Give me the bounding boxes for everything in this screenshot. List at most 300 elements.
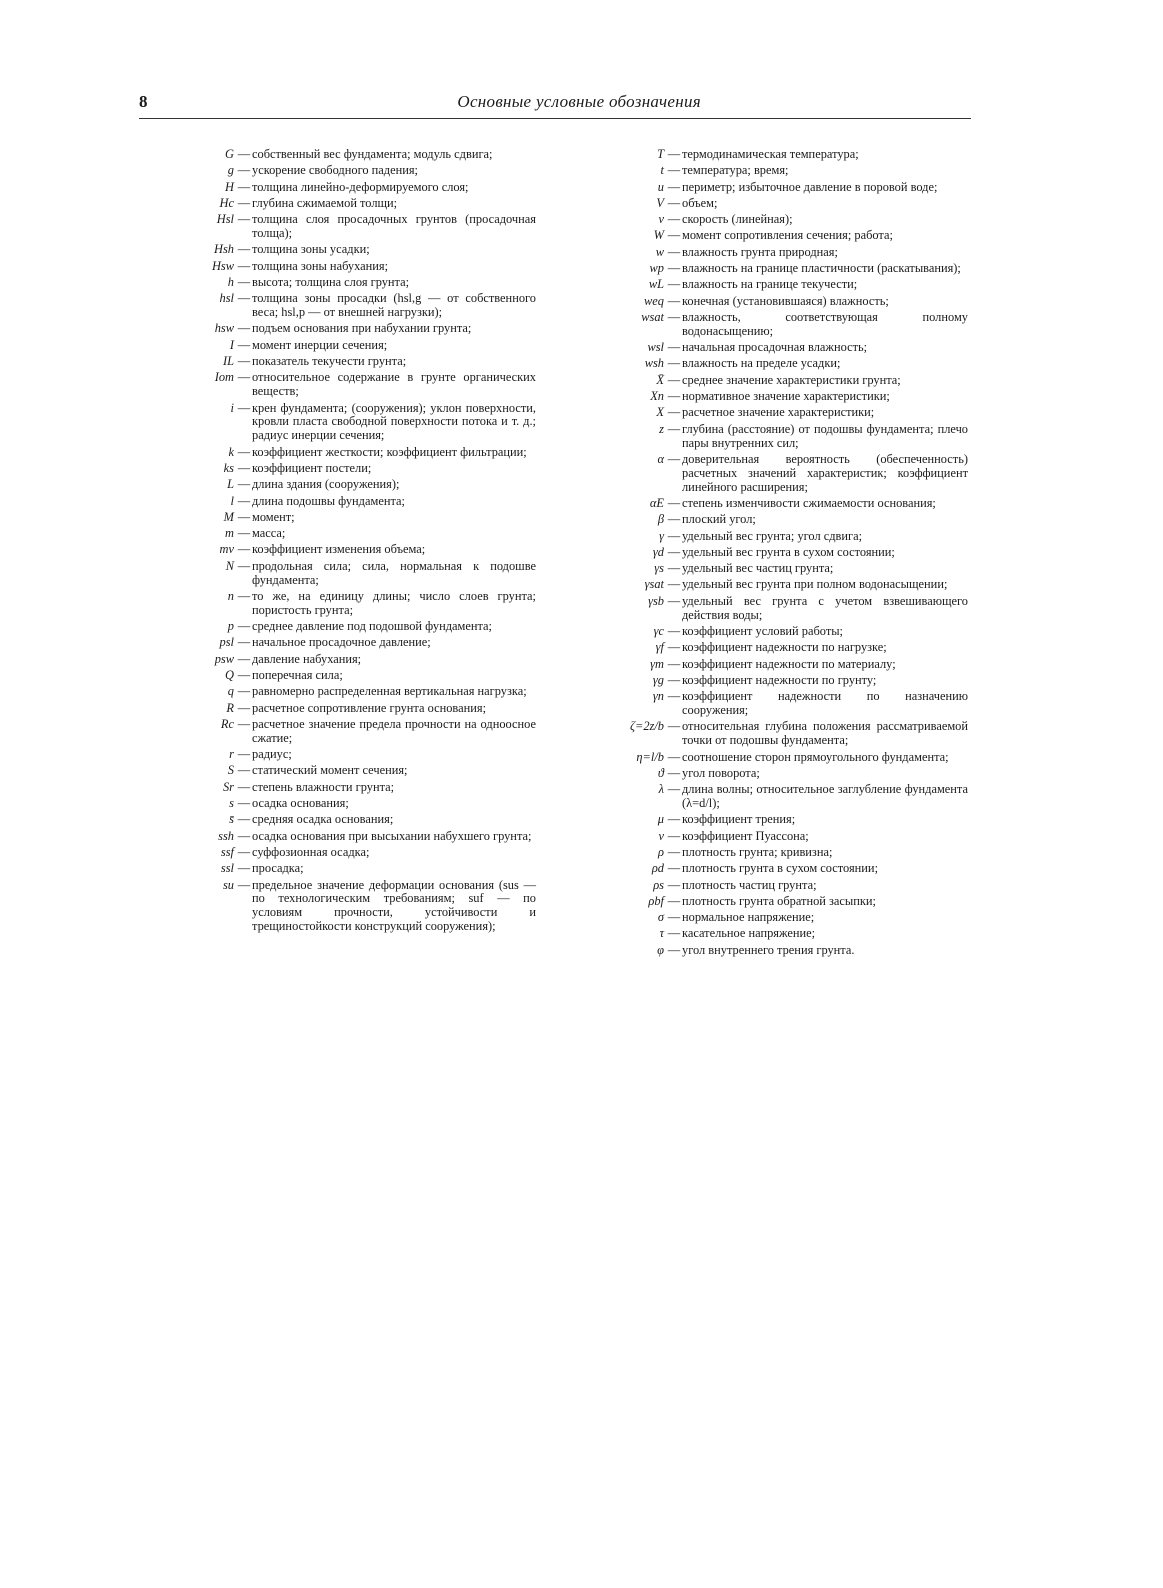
dash: — — [237, 635, 251, 650]
dash: — — [667, 782, 681, 797]
symbol: ϑ — [657, 765, 664, 780]
dash: — — [667, 593, 681, 608]
dash: — — [667, 910, 681, 925]
dash: — — [667, 195, 681, 210]
symbol: ρs — [653, 877, 664, 892]
dash: — — [237, 321, 251, 336]
symbol-entry — [580, 862, 968, 876]
symbol-entry — [580, 357, 968, 371]
definition: длина здания (сооружения); — [252, 477, 400, 492]
dash: — — [237, 700, 251, 715]
symbol-entry — [580, 341, 968, 355]
dash: — — [667, 719, 681, 734]
dash: — — [667, 577, 681, 592]
dash: — — [237, 861, 251, 876]
symbol: γc — [653, 623, 664, 638]
symbol: su — [222, 877, 234, 892]
symbol: g — [227, 163, 234, 178]
definition: коэффициент трения; — [682, 812, 796, 827]
definition: плотность грунта обратной засыпки; — [682, 893, 876, 908]
definition: касательное напряжение; — [682, 926, 816, 941]
definition: масса; — [252, 526, 286, 541]
symbol: αE — [649, 495, 664, 510]
dash: — — [667, 942, 681, 957]
symbol: s̄ — [229, 812, 234, 827]
definition: плоский угол; — [682, 512, 756, 527]
dash: — — [667, 623, 681, 638]
symbol-entry — [160, 620, 536, 634]
dash: — — [237, 258, 251, 273]
dash: — — [237, 354, 251, 369]
dash: — — [667, 261, 681, 276]
symbol-entry — [580, 674, 968, 688]
symbol: β — [657, 512, 664, 527]
definition: нормальное напряжение; — [682, 910, 815, 925]
dash: — — [237, 444, 251, 459]
symbol-entry — [580, 751, 968, 765]
symbol-entry — [160, 446, 536, 460]
dash: — — [667, 749, 681, 764]
symbol-entry — [160, 879, 536, 935]
dash: — — [667, 228, 681, 243]
definition: коэффициент надежности по грунту; — [682, 672, 877, 687]
dash: — — [237, 460, 251, 475]
symbol: Sr — [222, 779, 234, 794]
definition: коэффициент жесткости; коэффициент фильтрации; — [252, 444, 527, 459]
symbol-entry — [580, 197, 968, 211]
definition: удельный вес грунта при полном водонасыщении; — [682, 577, 948, 592]
symbol-entry — [580, 720, 968, 748]
symbol-entry — [160, 590, 536, 618]
dash: — — [237, 542, 251, 557]
symbol: T — [657, 147, 664, 161]
symbol: ssl — [220, 861, 234, 876]
symbol: V — [656, 195, 664, 210]
definition: плотность грунта в сухом состоянии; — [682, 861, 879, 876]
symbol-entry — [160, 322, 536, 336]
symbol: q — [227, 684, 234, 699]
symbol: i — [230, 400, 234, 415]
symbol: M — [223, 509, 234, 524]
dash: — — [237, 212, 251, 227]
symbol: s — [229, 796, 234, 811]
definition: собственный вес фундамента; модуль сдвига; — [252, 147, 493, 161]
definition: коэффициент надежности по материалу; — [682, 656, 896, 671]
symbol: h — [227, 274, 234, 289]
dash: — — [237, 147, 251, 161]
symbol: z — [659, 421, 664, 436]
symbol-entry — [160, 276, 536, 290]
symbol: weq — [644, 293, 664, 308]
symbol: psw — [214, 651, 234, 666]
symbol-entry — [580, 830, 968, 844]
symbol-entry — [580, 595, 968, 623]
dash: — — [667, 356, 681, 371]
symbol-entry — [580, 262, 968, 276]
symbol-entry — [580, 497, 968, 511]
symbol: hsw — [214, 321, 234, 336]
symbol: W — [653, 228, 664, 243]
symbol-entry — [580, 944, 968, 958]
dash: — — [237, 179, 251, 194]
symbol: Hsw — [211, 258, 234, 273]
definition: начальная просадочная влажность; — [682, 340, 868, 355]
dash: — — [237, 400, 251, 415]
symbol: t — [660, 163, 664, 178]
symbol-entry — [160, 813, 536, 827]
symbols-column-left — [160, 148, 536, 937]
dash: — — [667, 561, 681, 576]
symbol: u — [657, 179, 664, 194]
dash: — — [237, 493, 251, 508]
definition: высота; толщина слоя грунта; — [252, 274, 410, 289]
definition: момент инерции сечения; — [252, 337, 388, 352]
symbol-entry — [580, 406, 968, 420]
definition: показатель текучести грунта; — [252, 354, 407, 369]
symbol: X̄ — [656, 372, 664, 387]
symbol: L — [227, 477, 234, 492]
dash: — — [237, 291, 251, 306]
symbol: R — [226, 700, 234, 715]
definition: коэффициент надежности по нагрузке; — [682, 640, 887, 655]
symbol-entry — [160, 685, 536, 699]
definition: влажность на границе пластичности (раскатывания); — [682, 261, 961, 276]
symbol-entry — [160, 371, 536, 399]
symbol-entry — [160, 402, 536, 444]
symbol: ρbf — [648, 893, 664, 908]
symbol-entry — [160, 636, 536, 650]
definition: статический момент сечения; — [252, 763, 408, 778]
symbol-entry — [160, 181, 536, 195]
dash: — — [237, 195, 251, 210]
symbol: φ — [657, 942, 664, 957]
dash: — — [667, 372, 681, 387]
definition: толщина зоны просадки (hsl,g — от собственного веса; hsl,p — от внешней нагрузки); — [252, 291, 536, 320]
symbols-column-right — [580, 148, 968, 960]
definition: средняя осадка основания; — [252, 812, 394, 827]
definition: плотность грунта; кривизна; — [682, 844, 833, 859]
symbol: n — [227, 588, 234, 603]
dash: — — [667, 147, 681, 161]
symbol: wsat — [641, 309, 664, 324]
dash: — — [237, 242, 251, 257]
definition: коэффициент условий работы; — [682, 623, 843, 638]
definition: среднее давление под подошвой фундамента; — [252, 619, 492, 634]
definition: предельное значение деформации основания (sus — по технологическим требованиям; suf — по условиям прочности, устойчивости и трещиностойкости конструкций сооружения); — [252, 877, 536, 934]
symbol-entry — [160, 560, 536, 588]
symbol: γs — [654, 561, 664, 576]
symbol-entry — [160, 495, 536, 509]
symbol-entry — [160, 339, 536, 353]
symbol: H — [225, 179, 234, 194]
symbol-entry — [580, 578, 968, 592]
dash: — — [667, 421, 681, 436]
symbol-entry — [580, 311, 968, 339]
dash: — — [237, 337, 251, 352]
dash: — — [237, 651, 251, 666]
symbol-entry — [160, 830, 536, 844]
symbol: γf — [655, 640, 664, 655]
symbol-entry — [580, 374, 968, 388]
symbol-entry — [160, 197, 536, 211]
symbol-entry — [580, 246, 968, 260]
definition: влажность, соответствующая полному водонасыщению; — [682, 309, 968, 338]
symbol: wsl — [647, 340, 664, 355]
symbol: ρd — [651, 861, 664, 876]
definition: нормативное значение характеристики; — [682, 389, 890, 404]
definition: толщина слоя просадочных грунтов (просадочная толща); — [252, 212, 536, 241]
definition: суффозионная осадка; — [252, 844, 370, 859]
symbol-entry — [160, 748, 536, 762]
symbol: Q — [225, 668, 234, 683]
symbol-entry — [160, 862, 536, 876]
symbol: S — [227, 763, 234, 778]
symbol-entry — [580, 530, 968, 544]
dash: — — [667, 812, 681, 827]
symbol: λ — [658, 782, 664, 797]
symbol-entry — [580, 562, 968, 576]
definition: ускорение свободного падения; — [252, 163, 418, 178]
symbol-entry — [160, 702, 536, 716]
symbol: γn — [652, 689, 664, 704]
symbol-entry — [580, 927, 968, 941]
definition: соотношение сторон прямоугольного фундамента; — [682, 749, 949, 764]
symbol-entry — [580, 546, 968, 560]
symbol-entry — [580, 846, 968, 860]
symbol: wsh — [644, 356, 664, 371]
definition: удельный вес грунта с учетом взвешивающего действия воды; — [682, 593, 968, 622]
symbol: μ — [657, 812, 664, 827]
definition: коэффициент постели; — [252, 460, 372, 475]
definition: относительное содержание в грунте органических веществ; — [252, 370, 536, 399]
definition: момент сопротивления сечения; работа; — [682, 228, 893, 243]
definition: температура; время; — [682, 163, 789, 178]
symbol-entry — [160, 718, 536, 746]
symbol: Iom — [214, 370, 234, 385]
symbol-entry — [160, 846, 536, 860]
dash: — — [667, 309, 681, 324]
dash: — — [237, 716, 251, 731]
symbol-entry — [160, 355, 536, 369]
definition: конечная (установившаяся) влажность; — [682, 293, 889, 308]
symbol: hsl — [219, 291, 234, 306]
symbol: Hsl — [216, 212, 234, 227]
symbol: v — [658, 212, 664, 227]
dash: — — [237, 747, 251, 762]
symbol-entry — [580, 164, 968, 178]
dash: — — [667, 828, 681, 843]
symbol-entry — [160, 164, 536, 178]
symbol: Xn — [650, 389, 664, 404]
symbol-entry — [580, 625, 968, 639]
symbol-entry — [160, 462, 536, 476]
symbol: α — [657, 451, 664, 466]
symbol-entry — [160, 148, 536, 162]
symbol: Hsh — [214, 242, 234, 257]
symbol: I — [229, 337, 234, 352]
symbol-entry — [160, 669, 536, 683]
dash: — — [667, 672, 681, 687]
definition: угол внутреннего трения грунта. — [682, 942, 855, 957]
symbol-entry — [580, 423, 968, 451]
definition: степень изменчивости сжимаемости основания; — [682, 495, 936, 510]
symbol-entry — [580, 658, 968, 672]
page-number: 8 — [139, 92, 148, 111]
dash: — — [667, 277, 681, 292]
dash: — — [237, 796, 251, 811]
symbol-entry — [160, 243, 536, 257]
symbol: Rc — [220, 716, 234, 731]
symbol-entry — [580, 911, 968, 925]
dash: — — [667, 495, 681, 510]
symbol-entry — [160, 260, 536, 274]
symbol: psl — [219, 635, 234, 650]
symbol: wp — [649, 261, 664, 276]
symbol-entry — [580, 783, 968, 811]
symbol: ssf — [220, 844, 234, 859]
definition: коэффициент Пуассона; — [682, 828, 809, 843]
symbol-entry — [580, 767, 968, 781]
dash: — — [237, 526, 251, 541]
dash: — — [667, 528, 681, 543]
dash: — — [237, 558, 251, 573]
definition: доверительная вероятность (обеспеченность) расчетных значений характеристик; коэффициент линейного расширения; — [682, 451, 968, 494]
symbol-entry — [580, 213, 968, 227]
symbol: γsb — [648, 593, 664, 608]
symbol-entry — [580, 813, 968, 827]
dash: — — [237, 477, 251, 492]
symbol: G — [225, 147, 234, 161]
symbol: k — [228, 444, 234, 459]
dash: — — [667, 389, 681, 404]
definition: степень влажности грунта; — [252, 779, 395, 794]
symbol: w — [655, 244, 664, 259]
dash: — — [667, 926, 681, 941]
symbol-entry — [580, 278, 968, 292]
definition: просадка; — [252, 861, 304, 876]
symbol-entry — [580, 513, 968, 527]
symbol-entry — [580, 229, 968, 243]
definition: коэффициент надежности по назначению сооружения; — [682, 689, 968, 718]
dash: — — [667, 877, 681, 892]
dash: — — [237, 828, 251, 843]
definition: угол поворота; — [682, 765, 760, 780]
symbol: ρ — [658, 844, 664, 859]
symbol-entry — [160, 478, 536, 492]
symbol-entry — [580, 295, 968, 309]
symbol: mv — [219, 542, 234, 557]
dash: — — [667, 451, 681, 466]
symbol-entry — [580, 453, 968, 495]
dash: — — [667, 405, 681, 420]
definition: осадка основания при высыхании набухшего грунта; — [252, 828, 532, 843]
dash: — — [237, 619, 251, 634]
symbol: γ — [659, 528, 664, 543]
dash: — — [237, 274, 251, 289]
definition: продольная сила; сила, нормальная к подошве фундамента; — [252, 558, 536, 587]
symbol-entry — [580, 181, 968, 195]
dash: — — [237, 668, 251, 683]
definition: влажность грунта природная; — [682, 244, 838, 259]
definition: удельный вес грунта; угол сдвига; — [682, 528, 863, 543]
dash: — — [667, 893, 681, 908]
symbol: η=l/b — [636, 749, 664, 764]
symbol: ssh — [218, 828, 234, 843]
dash: — — [667, 544, 681, 559]
symbol: m — [225, 526, 234, 541]
definition: начальное просадочное давление; — [252, 635, 431, 650]
symbol-entry — [160, 527, 536, 541]
symbol: N — [225, 558, 234, 573]
symbol-entry — [160, 781, 536, 795]
dash: — — [667, 163, 681, 178]
definition: среднее значение характеристики грунта; — [682, 372, 901, 387]
symbol: ζ=2z/b — [629, 719, 664, 734]
definition: периметр; избыточное давление в поровой воде; — [682, 179, 938, 194]
symbol: IL — [222, 354, 234, 369]
definition: давление набухания; — [252, 651, 362, 666]
dash: — — [667, 293, 681, 308]
symbol: σ — [657, 910, 664, 925]
definition: момент; — [252, 509, 295, 524]
symbol: τ — [659, 926, 664, 941]
symbol: wL — [648, 277, 664, 292]
symbol: γd — [652, 544, 664, 559]
symbol: ks — [223, 460, 234, 475]
header-rule — [139, 118, 971, 119]
definition: длина подошвы фундамента; — [252, 493, 405, 508]
definition: расчетное сопротивление грунта основания; — [252, 700, 487, 715]
definition: то же, на единицу длины; число слоев грунта; пористость грунта; — [252, 588, 536, 617]
definition: термодинамическая температура; — [682, 147, 859, 161]
dash: — — [237, 812, 251, 827]
definition: поперечная сила; — [252, 668, 343, 683]
dash: — — [667, 656, 681, 671]
definition: расчетное значение предела прочности на одноосное сжатие; — [252, 716, 536, 745]
definition: удельный вес грунта в сухом состоянии; — [682, 544, 895, 559]
definition: длина волны; относительное заглубление фундамента (λ=d/l); — [682, 782, 968, 811]
symbol: X — [656, 405, 664, 420]
symbol: p — [227, 619, 234, 634]
symbol-entry — [160, 543, 536, 557]
page-title: Основные условные обозначения — [457, 92, 701, 111]
dash: — — [667, 212, 681, 227]
dash: — — [667, 765, 681, 780]
definition: удельный вес частиц грунта; — [682, 561, 834, 576]
definition: расчетное значение характеристики; — [682, 405, 875, 420]
definition: толщина зоны усадки; — [252, 242, 370, 257]
definition: влажность на пределе усадки; — [682, 356, 841, 371]
symbol-entry — [160, 653, 536, 667]
definition: глубина сжимаемой толщи; — [252, 195, 398, 210]
symbol: γg — [652, 672, 664, 687]
dash: — — [237, 779, 251, 794]
definition: толщина линейно-деформируемого слоя; — [252, 179, 469, 194]
definition: крен фундамента; (сооружения); уклон поверхности, кровли пласта свободной поверхности потока и т. д.; радиус инерции сечения; — [252, 400, 536, 443]
dash: — — [667, 640, 681, 655]
symbol-entry — [580, 690, 968, 718]
dash: — — [667, 340, 681, 355]
dash: — — [667, 179, 681, 194]
symbol-entry — [580, 879, 968, 893]
symbol-entry — [160, 797, 536, 811]
symbol: ν — [658, 828, 664, 843]
definition: подъем основания при набухании грунта; — [252, 321, 472, 336]
definition: относительная глубина положения рассматриваемой точки от подошвы фундамента; — [682, 719, 968, 748]
dash: — — [667, 512, 681, 527]
symbol-entry — [160, 511, 536, 525]
definition: толщина зоны набухания; — [252, 258, 389, 273]
